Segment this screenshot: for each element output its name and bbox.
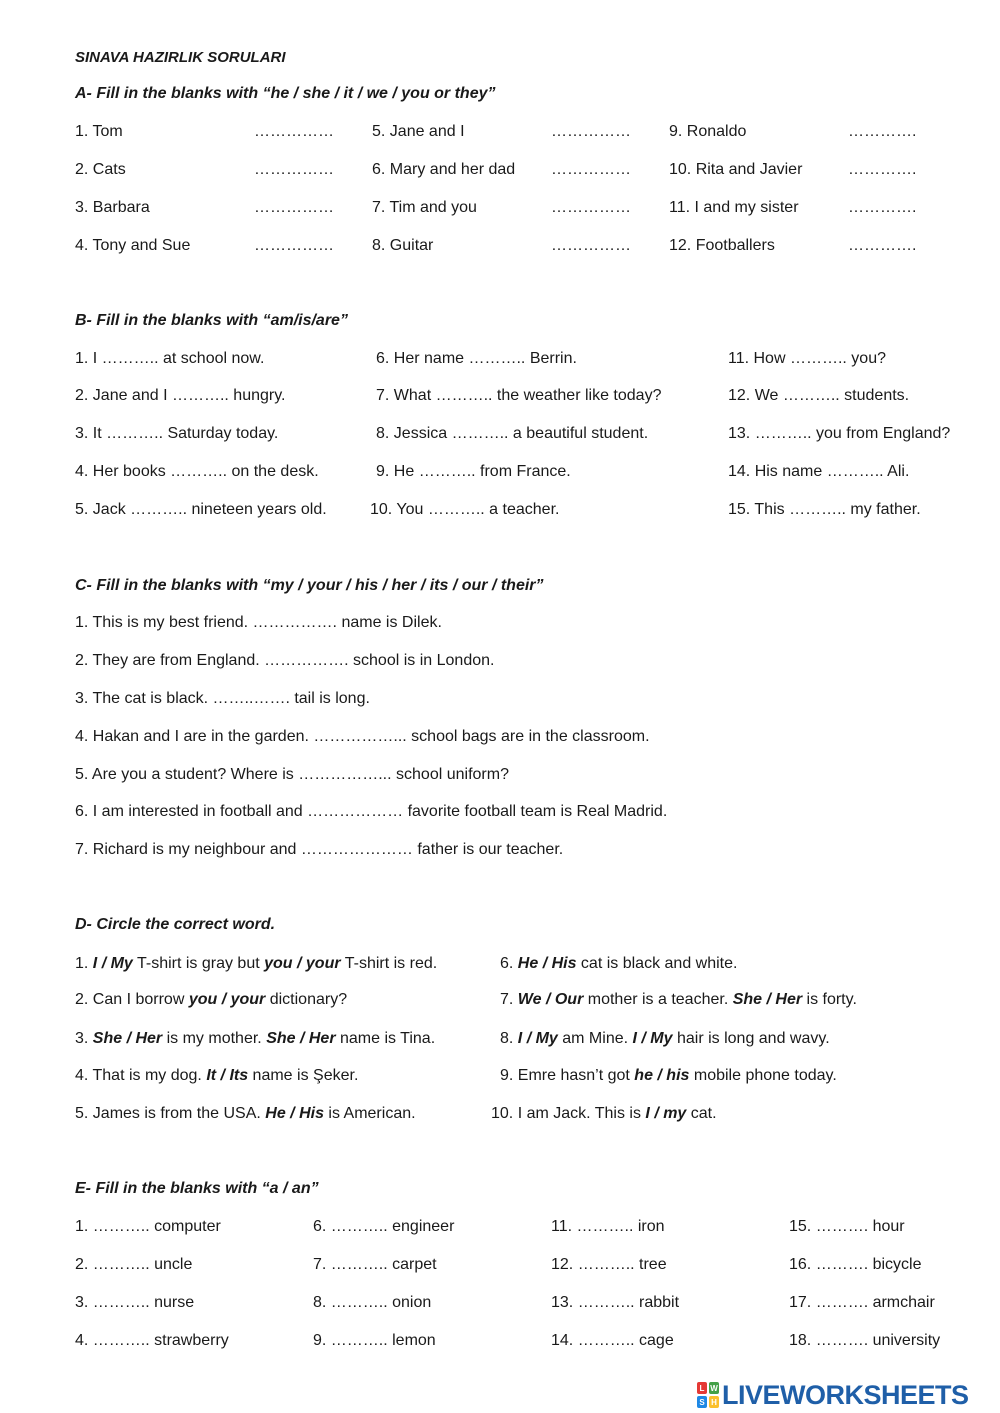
word-choice[interactable]: I / my [645, 1105, 687, 1122]
answer-blank[interactable]: …………. [848, 123, 917, 140]
logo-text: LIVEWORKSHEETS [722, 1379, 969, 1410]
verb-question[interactable]: 13. ……….. you from England? [728, 425, 951, 442]
answer-blank[interactable]: …………. [848, 161, 917, 178]
question-text: is my mother. [162, 1030, 267, 1047]
answer-blank[interactable]: …………… [254, 161, 334, 178]
question-text: 1. [75, 955, 93, 972]
circle-question [75, 1068, 358, 1084]
word-choice[interactable]: It / Its [206, 1067, 249, 1084]
circle-question [500, 956, 737, 972]
article-question[interactable]: 7. ……….. carpet [313, 1256, 437, 1273]
badge-cell: W [710, 1383, 718, 1393]
article-question[interactable]: 18. ………. university [789, 1332, 941, 1349]
verb-question[interactable]: 15. This ……….. my father. [728, 501, 921, 518]
question-text: is forty. [802, 991, 857, 1008]
article-question[interactable]: 4. ……….. strawberry [75, 1332, 229, 1349]
verb-question[interactable]: 4. Her books ……….. on the desk. [75, 463, 319, 480]
verb-question[interactable]: 7. What ……….. the weather like today? [376, 387, 662, 404]
verb-question[interactable]: 3. It ……….. Saturday today. [75, 425, 279, 442]
possessive-question[interactable]: 5. Are you a student? Where is ……………... school uniform? [75, 766, 509, 783]
answer-blank[interactable]: …………. [848, 237, 917, 254]
circle-question [491, 1106, 717, 1122]
pronoun-item-label: 12. Footballers [669, 237, 775, 254]
article-question[interactable]: 12. ……….. tree [551, 1256, 667, 1273]
circle-question [75, 956, 437, 972]
question-text: T-shirt is red. [340, 955, 438, 972]
answer-blank[interactable]: …………… [254, 199, 334, 216]
question-text: mother is a teacher. [583, 991, 733, 1008]
pronoun-item-label: 10. Rita and Javier [669, 161, 803, 178]
circle-question [500, 1068, 837, 1084]
verb-question[interactable]: 6. Her name ……….. Berrin. [376, 350, 577, 367]
badge-cell: S [697, 1396, 707, 1408]
possessive-question[interactable]: 2. They are from England. ……………. school is in London. [75, 652, 495, 669]
question-text: hair is long and wavy. [672, 1030, 830, 1047]
question-text: 2. Can I borrow [75, 991, 189, 1008]
question-text: am Mine. [557, 1030, 633, 1047]
possessive-question[interactable]: 7. Richard is my neighbour and ………………… father is our teacher. [75, 841, 564, 858]
verb-question[interactable]: 2. Jane and I ……….. hungry. [75, 387, 286, 404]
circle-question [75, 1106, 416, 1122]
verb-question[interactable]: 9. He ……….. from France. [376, 463, 571, 480]
word-choice[interactable]: He / His [265, 1105, 324, 1122]
possessive-question[interactable]: 4. Hakan and I are in the garden. ……………... school bags are in the classroom. [75, 728, 650, 745]
article-question[interactable]: 9. ……….. lemon [313, 1332, 436, 1349]
question-text: 10. I am Jack. This is [491, 1105, 646, 1122]
question-text: 7. [500, 991, 518, 1008]
pronoun-item-label: 9. Ronaldo [669, 123, 747, 140]
liveworksheets-logo[interactable] [697, 1378, 969, 1412]
question-text: 9. Emre hasn’t got [500, 1067, 635, 1084]
word-choice[interactable]: you / your [188, 991, 266, 1008]
section-a-heading: A- Fill in the blanks with “he / she / it / we / you or they” [75, 85, 496, 102]
pronoun-item-label: 5. Jane and I [372, 123, 465, 140]
question-text: 6. [500, 955, 518, 972]
word-choice[interactable]: She / Her [92, 1030, 163, 1047]
article-question[interactable]: 6. ……….. engineer [313, 1218, 455, 1235]
verb-question[interactable]: 12. We ……….. students. [728, 387, 910, 404]
possessive-question[interactable]: 6. I am interested in football and ……………… favorite football team is Real Madrid. [75, 803, 668, 820]
verb-question[interactable]: 1. I ……….. at school now. [75, 350, 265, 367]
answer-blank[interactable]: …………… [254, 123, 334, 140]
section-e-heading: E- Fill in the blanks with “a / an” [75, 1180, 319, 1197]
pronoun-item-label: 3. Barbara [75, 199, 150, 216]
answer-blank[interactable]: …………… [254, 237, 334, 254]
word-choice[interactable]: He / His [517, 955, 577, 972]
article-question[interactable]: 17. ………. armchair [789, 1294, 935, 1311]
article-question[interactable]: 2. ……….. uncle [75, 1256, 193, 1273]
question-text: dictionary? [265, 991, 348, 1008]
verb-question[interactable]: 11. How ……….. you? [728, 350, 886, 367]
verb-question[interactable]: 8. Jessica ……….. a beautiful student. [376, 425, 649, 442]
article-question[interactable]: 3. ……….. nurse [75, 1294, 195, 1311]
article-question[interactable]: 15. ………. hour [789, 1218, 905, 1235]
pronoun-item-label: 8. Guitar [372, 237, 434, 254]
word-choice[interactable]: She / Her [266, 1030, 336, 1047]
answer-blank[interactable]: …………. [848, 199, 917, 216]
word-choice[interactable]: She / Her [732, 991, 803, 1008]
word-choice[interactable]: We / Our [517, 991, 584, 1008]
question-text: cat. [686, 1105, 717, 1122]
pronoun-item-label: 2. Cats [75, 161, 126, 178]
word-choice[interactable]: I / My [92, 955, 133, 972]
verb-question[interactable]: 10. You ……….. a teacher. [370, 501, 560, 518]
circle-question [75, 992, 347, 1008]
question-text: cat is black and white. [576, 955, 738, 972]
article-question[interactable]: 11. ……….. iron [551, 1218, 665, 1235]
circle-question [500, 1031, 830, 1047]
badge-cell: H [709, 1396, 719, 1408]
article-question[interactable]: 14. ……….. cage [551, 1332, 674, 1349]
question-text: name is Tina. [335, 1030, 436, 1047]
word-choice[interactable]: you / your [264, 955, 341, 972]
question-text: 3. [75, 1030, 93, 1047]
article-question[interactable]: 8. ……….. onion [313, 1294, 432, 1311]
section-d-heading: D- Circle the correct word. [75, 916, 276, 933]
word-choice[interactable]: he / his [634, 1067, 690, 1084]
verb-question[interactable]: 5. Jack ……….. nineteen years old. [75, 501, 327, 518]
section-c-heading: C- Fill in the blanks with “my / your / his / her / its / our / their” [75, 577, 544, 594]
verb-question[interactable]: 14. His name ……….. Ali. [728, 463, 910, 480]
word-choice[interactable]: I / My [632, 1030, 673, 1047]
worksheet-title: SINAVA HAZIRLIK SORULARI [75, 49, 286, 66]
logo-badge-icon [697, 1382, 719, 1408]
article-question[interactable]: 13. ……….. rabbit [551, 1294, 680, 1311]
answer-blank[interactable]: …………… [551, 237, 631, 254]
question-text: 5. James is from the USA. [75, 1105, 266, 1122]
question-text: mobile phone today. [689, 1067, 837, 1084]
possessive-question[interactable]: 1. This is my best friend. ……………. name is Dilek. [75, 614, 442, 631]
answer-blank[interactable]: …………… [551, 199, 631, 216]
article-question[interactable]: 1. ……….. computer [75, 1218, 221, 1235]
pronoun-item-label: 11. I and my sister [669, 199, 799, 216]
word-choice[interactable]: I / My [517, 1030, 558, 1047]
article-question[interactable]: 16. ………. bicycle [789, 1256, 922, 1273]
pronoun-item-label: 4. Tony and Sue [75, 237, 191, 254]
answer-blank[interactable]: …………… [551, 123, 631, 140]
answer-blank[interactable]: …………… [551, 161, 631, 178]
question-text: T-shirt is gray but [132, 955, 265, 972]
question-text: 8. [500, 1030, 518, 1047]
circle-question [75, 1031, 435, 1047]
pronoun-item-label: 1. Tom [75, 123, 123, 140]
question-text: name is Şeker. [248, 1067, 359, 1084]
possessive-question[interactable]: 3. The cat is black. ……..……. tail is long. [75, 690, 370, 707]
pronoun-item-label: 7. Tim and you [372, 199, 477, 216]
question-text: is American. [323, 1105, 416, 1122]
badge-cell: L [697, 1382, 707, 1394]
question-text: 4. That is my dog. [75, 1067, 207, 1084]
circle-question [500, 992, 857, 1008]
section-b-heading: B- Fill in the blanks with “am/is/are” [75, 312, 348, 329]
pronoun-item-label: 6. Mary and her dad [372, 161, 516, 178]
